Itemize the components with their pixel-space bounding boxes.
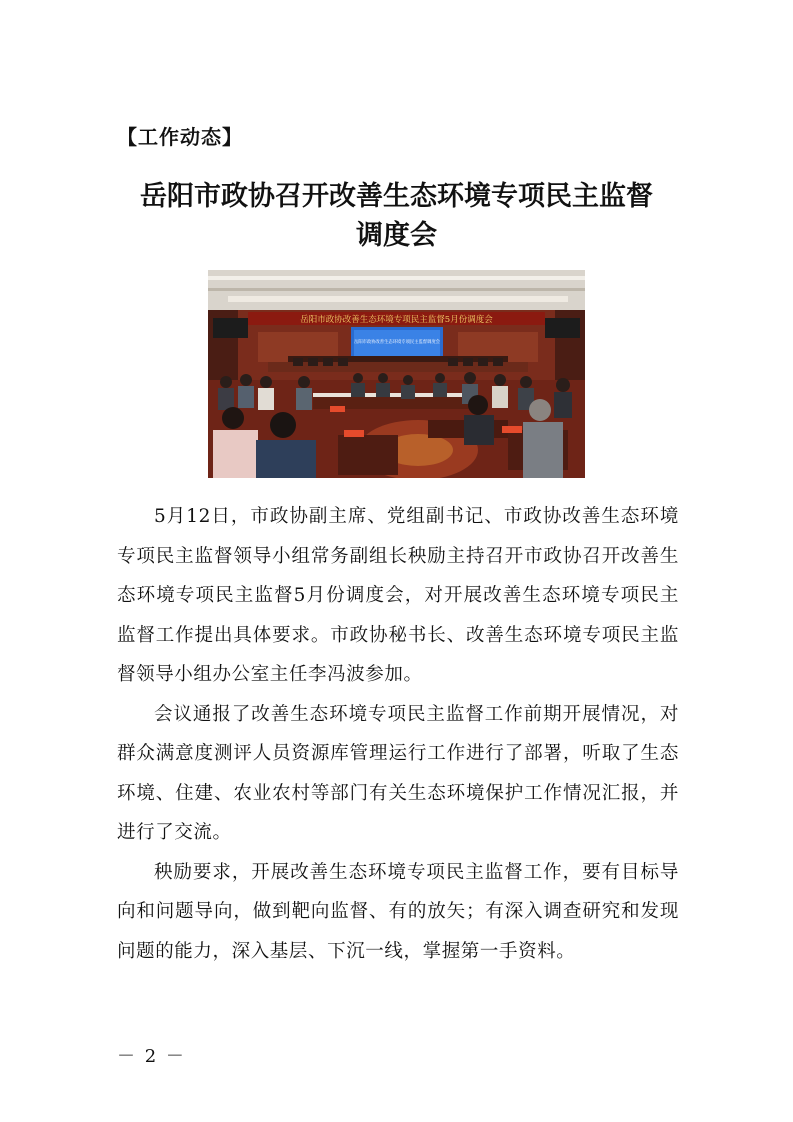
banner-text: 岳阳市政协改善生态环境专项民主监督5月份调度会: [300, 315, 493, 325]
document-title: [0, 177, 793, 255]
section-tag: 【工作动态】: [117, 125, 243, 149]
title-line-1: 岳阳市政协召开改善生态环境专项民主监督: [140, 181, 653, 212]
screen-text: 岳阳市政协改善生态环境专项民主监督调度会: [354, 340, 440, 345]
page-number: － 2 －: [117, 1046, 186, 1067]
article-body: [117, 497, 679, 971]
title-line-2: 调度会: [356, 220, 437, 251]
meeting-photo: [208, 270, 585, 478]
paragraph-2: 会议通报了改善生态环境专项民主监督工作前期开展情况，对群众满意度测评人员资源库管理运行工作进行了部署，听取了生态环境、住建、农业农村等部门有关生态环境保护工作情况汇报，并进行了交流。: [117, 703, 679, 843]
paragraph-3: 秧励要求，开展改善生态环境专项民主监督工作，要有目标导向和问题导向，做到靶向监督、有的放矢；有深入调查研究和发现问题的能力，深入基层、下沉一线，掌握第一手资料。: [117, 861, 679, 962]
paragraph-1: 5月12日，市政协副主席、党组副书记、市政协改善生态环境专项民主监督领导小组常务副组长秧励主持召开市政协召开改善生态环境专项民主监督5月份调度会，对开展改善生态环境专项民主监督工作提出具体要求。市政协秘书长、改善生态环境专项民主监督领导小组办公室主任李冯波参加。: [117, 506, 679, 685]
